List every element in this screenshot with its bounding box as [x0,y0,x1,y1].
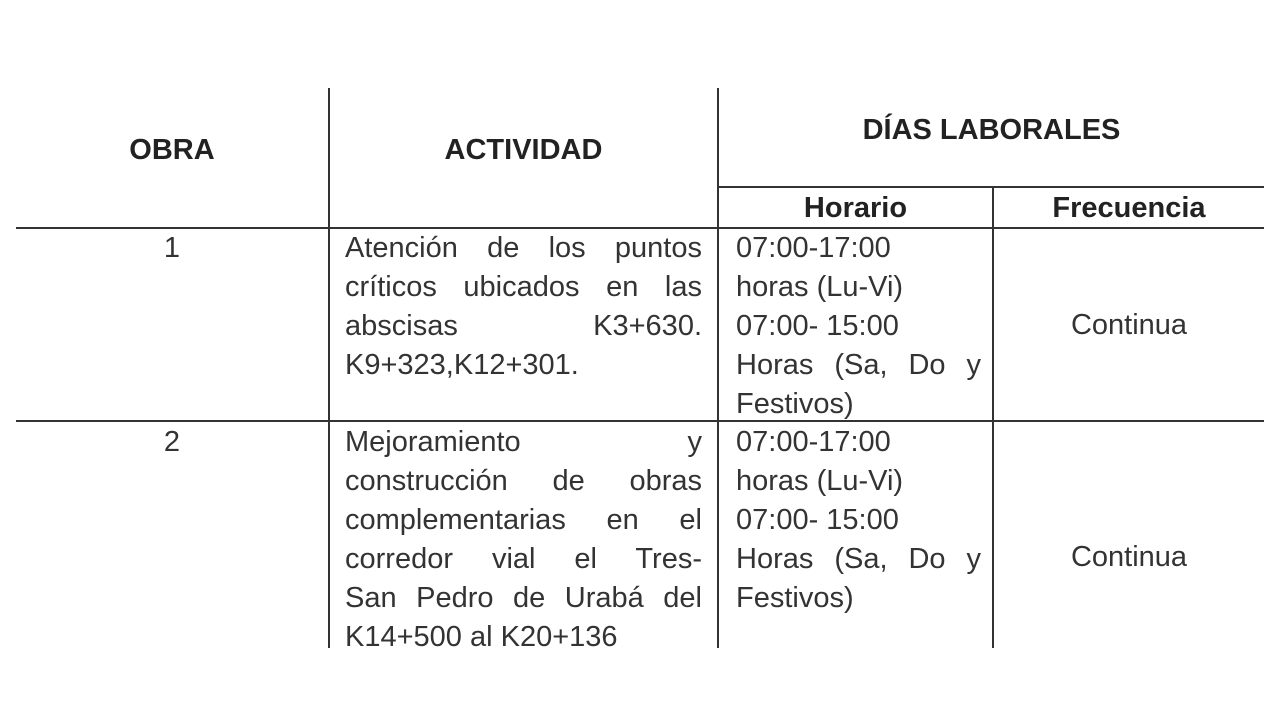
row-1-actividad [345,229,702,385]
row-2-horario [736,423,981,618]
header-horario: Horario [803,192,908,224]
text-line: horas (Lu-Vi) [736,465,904,497]
text-line: Atención de los puntos [345,232,702,264]
row-1-frecuencia: Continua [1070,309,1188,341]
row-2-obra: 2 [163,426,181,458]
text-line: corredor vial el Tres- [345,543,702,575]
header-subdivider [717,186,1264,188]
column-divider-horario [992,188,994,648]
text-line: Festivos) [736,582,854,614]
text-line: 07:00- 15:00 [736,504,899,536]
text-line: construcción de obras [345,465,702,497]
row-1-horario [736,229,981,424]
text-line: Mejoramiento y [345,426,702,458]
column-divider-obra [328,88,330,648]
text-line: 07:00-17:00 [736,426,891,458]
text-line: horas (Lu-Vi) [736,271,904,303]
row-2-actividad [345,423,702,657]
text-line: K9+323,K12+301. [345,349,579,381]
header-obra: OBRA [129,134,215,166]
text-line: 07:00-17:00 [736,232,891,264]
text-line: San Pedro de Urabá del [345,582,702,614]
header-frecuencia: Frecuencia [1052,192,1206,224]
text-line: Festivos) [736,388,854,420]
text-line: Horas (Sa, Do y [736,349,981,381]
header-actividad: ACTIVIDAD [444,134,603,166]
row-divider [16,420,1264,422]
text-line: abscisas K3+630. [345,310,702,342]
text-line: críticos ubicados en las [345,271,702,303]
text-line: 07:00- 15:00 [736,310,899,342]
header-dias-laborales: DÍAS LABORALES [862,114,1121,146]
text-line: complementarias en el [345,504,702,536]
text-line: K14+500 al K20+136 [345,621,618,653]
row-2-frecuencia: Continua [1070,541,1188,573]
row-1-obra: 1 [163,232,181,264]
text-line: Horas (Sa, Do y [736,543,981,575]
column-divider-actividad [717,88,719,648]
